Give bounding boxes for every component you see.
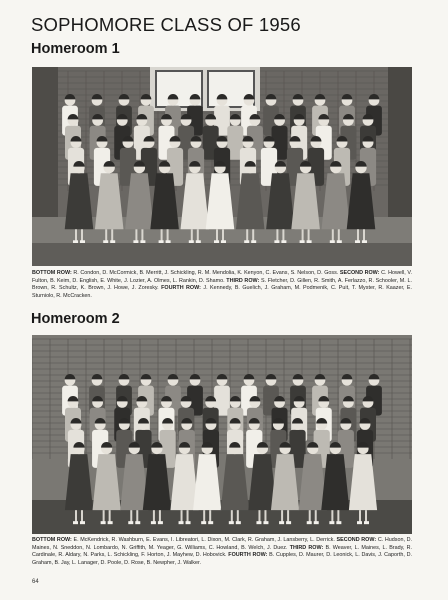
caption-row-names: B. Weaver, L. Maines, L. Brady, R. Cardinale, R. Aldary, N. Parks, L. Schickling, F. Horton, J. Mayhew, D. Hobovick. <box>32 544 412 559</box>
homeroom-2-heading: Homeroom 2 <box>31 311 120 327</box>
homeroom-1-caption <box>32 270 412 300</box>
caption-row-names: C. Howell, V. Fulton, B. Keim, D. English, E. White, J. Lozier, A. Olmes, L. Rankin, D. Shamo. <box>32 270 412 284</box>
caption-row-label: FOURTH ROW: <box>161 285 201 292</box>
caption-row-names: S. Fletcher, D. Gillen, R. Smith, A. Ferlazzo, R. Schooler, M. L. Brown, R. Schultz, K. Brown, J. Howe, J. Zoresky. <box>32 277 412 292</box>
page-title: SOPHOMORE CLASS OF 1956 <box>31 14 301 35</box>
caption-row-label: BOTTOM ROW: <box>32 537 72 543</box>
caption-row-names: J. Kennedy, B. Guelich, J. Graham, M. Podmenik, C. Puit, T. Myster, R. Kaazer, E. Sturniolo, R. McCracken. <box>32 285 413 299</box>
caption-row-label: THIRD ROW: <box>226 277 260 284</box>
homeroom-2-caption <box>32 537 412 567</box>
caption-row-label: SECOND ROW: <box>336 537 377 543</box>
caption-row-names: B. Cupples, D. Maurer, D. Leonick, L. Davis, J. Caporth, D. Graham, B. Jay, L. Lanager, D. Poole, D. Rose, B. Newpher, J. Walker. <box>32 552 412 566</box>
page-number: 64 <box>32 579 39 585</box>
caption-row-names: C. Hudson, D. Maines, N. Sneddon, N. Lombardo, N. Griffith, M. Yeager, G. Williams, C. Howland, B. Welch, J. Duez. <box>32 537 413 551</box>
caption-row-names: E. McKendrick, R. Washburn, E. Evans, I. Libreatori, L. Dixon, M. Clark, R. Graham, J. Lansberry, L. Derrick. <box>73 537 335 543</box>
caption-row-names: R. Condon, D. McCormick, B. Merritt, J. Schickling, R. M. Mendolia, K. Kenyon, C. Evans, S. Nelson, D. Goss. <box>73 270 339 276</box>
homeroom-1-photo <box>32 67 412 266</box>
caption-row-label: THIRD ROW: <box>289 544 324 551</box>
homeroom-2-photo <box>32 335 412 534</box>
caption-row-label: FOURTH ROW: <box>228 552 268 559</box>
caption-row-label: SECOND ROW: <box>339 270 380 276</box>
homeroom-1-heading: Homeroom 1 <box>31 41 120 57</box>
caption-row-label: BOTTOM ROW: <box>32 270 72 276</box>
